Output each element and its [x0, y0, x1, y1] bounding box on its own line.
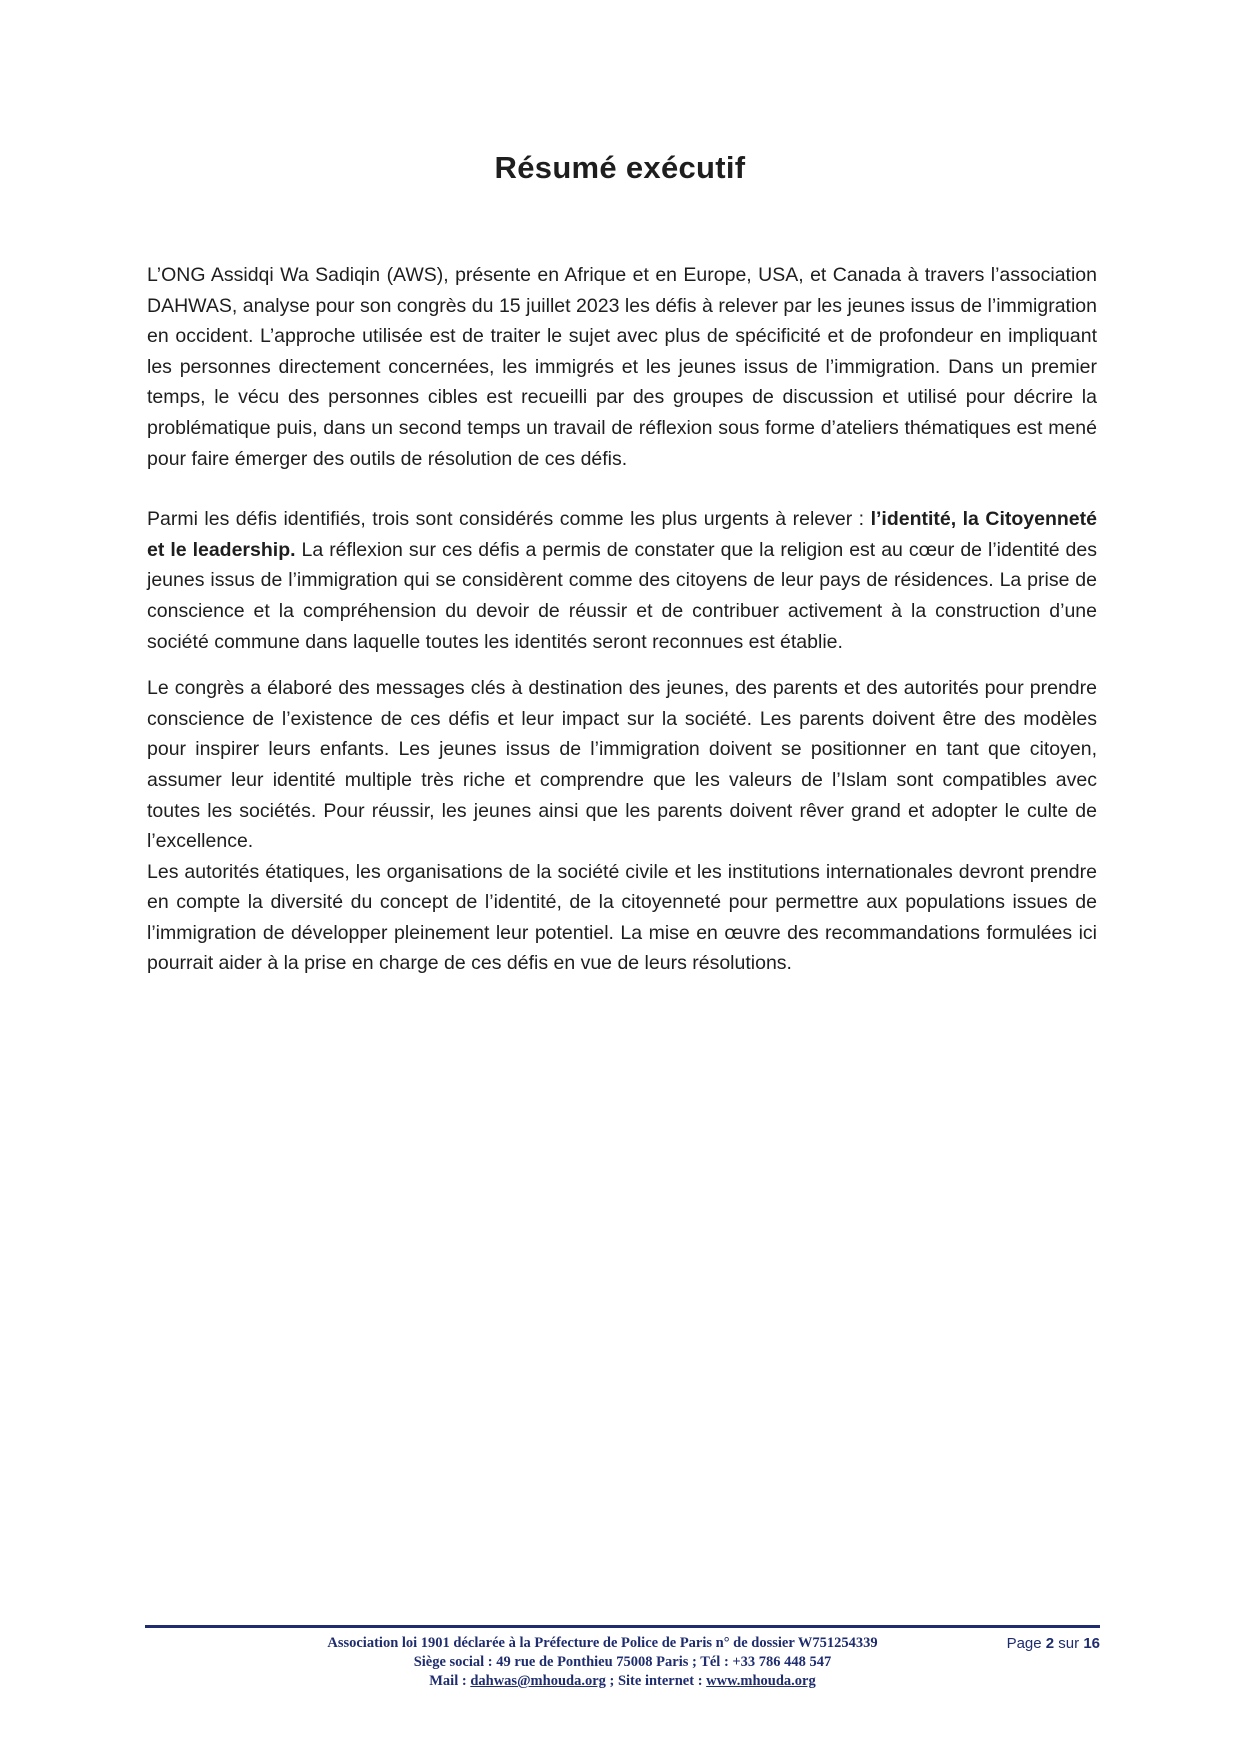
- paragraph-authorities: Les autorités étatiques, les organisations de la société civile et les institutions internationales devront prendre en compte la diversité du concept de l’identité, de la citoyenneté pour permettre aux populations issues de l’immigration de développer pleinement leur potentiel. La mise en œuvre des recommandations formulées ici pourrait aider à la prise en charge de ces défis en vue de leurs résolutions.: [147, 860, 1097, 975]
- page-label: Page: [1006, 1635, 1046, 1652]
- footer-line-address: Siège social : 49 rue de Ponthieu 75008 Paris ; Tél : +33 786 448 547: [413, 1654, 832, 1670]
- page-number: [1007, 1634, 1100, 1653]
- page-sep: sur: [1054, 1635, 1084, 1652]
- paragraph-intro: L’ONG Assidqi Wa Sadiqin (AWS), présente en Afrique et en Europe, USA, et Canada à travers l’association DAHWAS, analyse pour son congrès du 15 juillet 2023 les défis à relever par les jeunes issus de l’immigration en occident. L’approche utilisée est de traiter le sujet avec plus de spécificité et de profondeur en impliquant les personnes directement concernées, les immigrés et les jeunes issus de l’immigration. Dans un premier temps, le vécu des personnes cibles est recueilli par des groupes de discussion et utilisé pour décrire la problématique puis, dans un second temps un travail de réflexion sous forme d’ateliers thématiques est mené pour faire émerger des outils de résolution de ces défis.: [147, 264, 1097, 470]
- site-label: ; Site internet :: [605, 1673, 707, 1689]
- footer-association-text: Association loi 1901 déclarée à la Préfecture de Police de Paris n° de dossier W751254339: [327, 1635, 878, 1651]
- paragraph-challenges: [147, 504, 1097, 657]
- mail-label: Mail :: [429, 1673, 471, 1689]
- footer-line-association: [145, 1634, 1100, 1653]
- site-link[interactable]: www.mhouda.org: [706, 1673, 816, 1689]
- page-title: Résumé exécutif: [494, 150, 746, 185]
- footer-line-contact: [145, 1672, 1100, 1691]
- document-body: [147, 260, 1097, 979]
- mail-link[interactable]: dahwas@mhouda.org: [470, 1673, 606, 1689]
- paragraph-messages: Le congrès a élaboré des messages clés à destination des jeunes, des parents et des autorités pour prendre conscience de l’existence de ces défis et leur impact sur la société. Les parents doivent être des modèles pour inspirer leurs enfants. Les jeunes issus de l’immigration doivent se positionner en tant que citoyen, assumer leur identité multiple très riche et comprendre que les valeurs de l’Islam sont compatibles avec toutes les sociétés. Pour réussir, les jeunes ainsi que les parents doivent rêver grand et adopter le culte de l’excellence.: [147, 677, 1097, 853]
- page-footer: [145, 1634, 1100, 1691]
- paragraph-challenges-intro: Parmi les défis identifiés, trois sont considérés comme les plus urgents à relever :: [147, 508, 871, 531]
- paragraph-challenges-rest: La réflexion sur ces défis a permis de constater que la religion est au cœur de l’identité des jeunes issus de l’immigration qui se considèrent comme des citoyens de leur pays de résidences. La prise de conscience et la compréhension du devoir de réussir et de contribuer activement à la construction d’une société commune dans laquelle toutes les identités seront reconnues est établie.: [147, 538, 1097, 653]
- page-total: 16: [1083, 1635, 1100, 1652]
- page-current: 2: [1045, 1635, 1055, 1652]
- paragraph-challenges-bold: l’identité, la Citoyenneté et le leadership.: [147, 508, 1097, 561]
- footer-divider: [145, 1625, 1100, 1628]
